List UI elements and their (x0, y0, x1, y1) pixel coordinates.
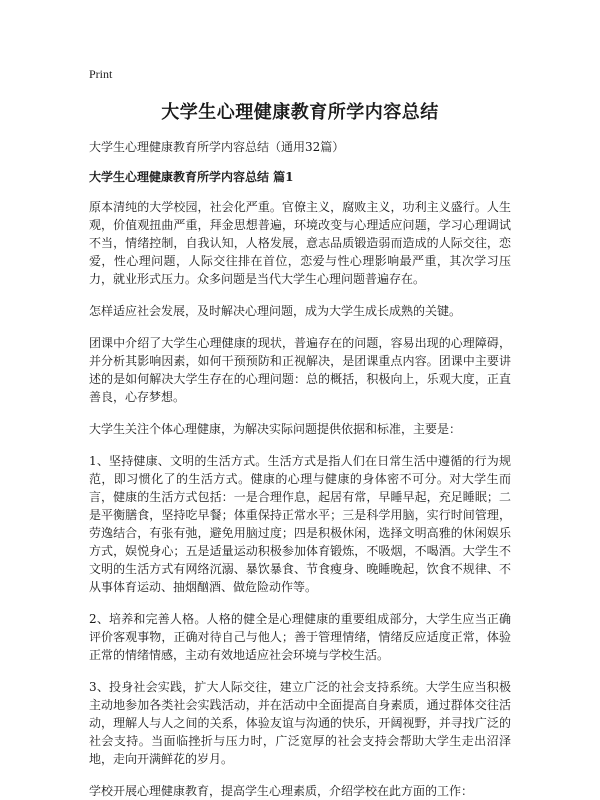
paragraph-6: 2、培养和完善人格。人格的健全是心理健康的重要组成部分，大学生应当正确评价客观事物，正确对待自己与他人；善于管理情绪，情绪反应适度正常，体验正常的情绪情感，主动有效地适应社会环境与学校生活。 (89, 612, 511, 662)
section-heading: 大学生心理健康教育所学内容总结 篇1 (89, 170, 294, 184)
paragraph-7: 3、投身社会实践，扩大人际交往，建立广泛的社会支持系统。大学生应当积极主动地参加各类社会实践活动，并在活动中全面提高自身素质，通过群体交往活动，理解人与人之间的关系，体验友谊与沟通的快乐，开阔视野，并寻找广泛的社会支持。当面临挫折与压力时，广泛宽厚的社会支持会帮助大学生走出沼泽地，走向开满鲜花的岁月。 (89, 680, 511, 766)
paragraph-5: 1、坚持健康、文明的生活方式。生活方式是指人们在日常生活中遵循的行为规范，即习惯化了的生活方式。健康的心理与健康的身体密不可分。对大学生而言，健康的生活方式包括：一是合理作息，起居有常，早睡早起，充足睡眠；二是平衡膳食，坚持吃早餐；体重保持正常水平；三是科学用脑，实行时间管理，劳逸结合，有张有弛，避免用脑过度；四是积极休闲，选择文明高雅的休闲娱乐方式，娱悦身心；五是适量运动积极参加体育锻炼，不吸烟，不喝酒。大学生不文明的生活方式有网络沉溺、暴饮暴食、节食瘦身、晚睡晚起，饮食不规律、不从事体育运动、抽烟酗酒、做危险动作等。 (89, 454, 511, 594)
paragraph-8: 学校开展心理健康教育，提高学生心理素质，介绍学校在此方面的工作： (89, 784, 474, 798)
paragraph-3: 团课中介绍了大学生心理健康的现状，普遍存在的问题，容易出现的心理障碍，并分析其影响因素，如何干预预防和正视解决，是团课重点内容。团课中主要讲述的是如何解决大学生存在的心理问题：总的概括，积极向上，乐观大度，正直善良，心存梦想。 (89, 336, 511, 404)
document-subtitle: 大学生心理健康教育所学内容总结（通用32篇） (89, 140, 345, 154)
document-title: 大学生心理健康教育所学内容总结 (161, 102, 439, 123)
print-link[interactable]: Print (89, 67, 113, 81)
paragraph-1: 原本清纯的大学校园，社会化严重。官僚主义，腐败主义，功利主义盛行。人生观，价值观扭曲严重，拜金思想普遍，环境改变与心理适应问题，学习心理调试不当，情绪控制，自我认知，人格发展，意志品质锻造弱而造成的人际交往，恋爱，性心理问题，人际交往排在首位，恋爱与性心理影响最严重，其次学习压力，就业形式压力。众多问题是当代大学生心理问题普遍存在。 (89, 200, 511, 286)
paragraph-2: 怎样适应社会发展，及时解决心理问题，成为大学生成长成熟的关键。 (89, 304, 462, 318)
paragraph-4: 大学生关注个体心理健康，为解决实际问题提供依据和标准，主要是： (89, 422, 462, 436)
